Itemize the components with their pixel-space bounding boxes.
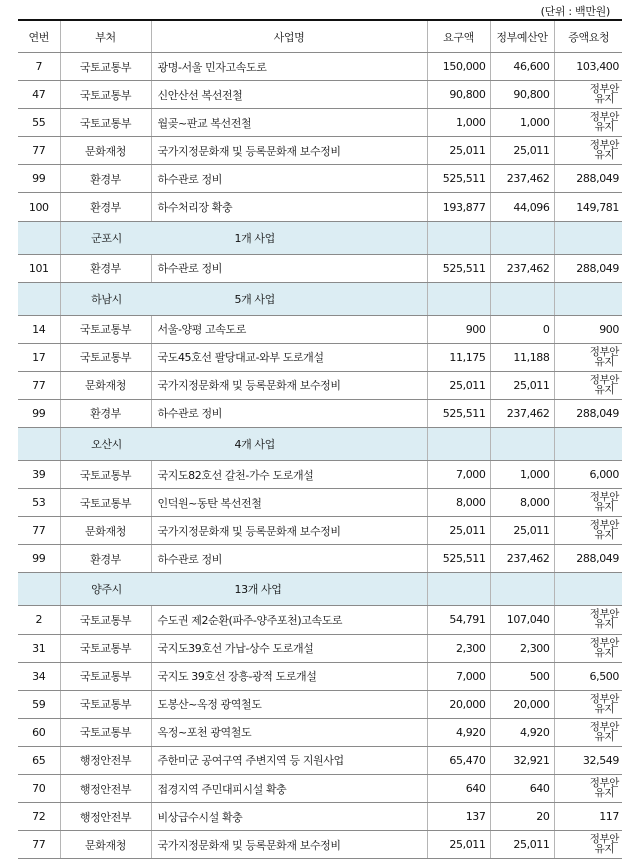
cell-increase: 288,049 <box>554 399 622 427</box>
cell-dept: 환경부 <box>60 399 151 427</box>
cell-budget: 25,011 <box>490 517 554 545</box>
section-spacer <box>18 221 60 254</box>
cell-project: 하수관로 정비 <box>151 399 427 427</box>
cell-no: 99 <box>18 545 60 573</box>
cell-request: 150,000 <box>427 53 490 81</box>
cell-dept: 문화재청 <box>60 517 151 545</box>
section-cell <box>60 428 427 461</box>
cell-increase <box>554 517 622 545</box>
cell-budget: 2,300 <box>490 634 554 662</box>
table-row <box>18 81 622 109</box>
cell-no: 99 <box>18 399 60 427</box>
increase-stacked: 정부안 유지 <box>589 139 619 162</box>
cell-budget: 11,188 <box>490 343 554 371</box>
table-row <box>18 517 622 545</box>
cell-dept: 환경부 <box>60 254 151 282</box>
cell-increase <box>554 371 622 399</box>
cell-no: 39 <box>18 461 60 489</box>
table-body <box>18 53 622 859</box>
section-empty <box>554 573 622 606</box>
cell-budget: 237,462 <box>490 165 554 193</box>
section-empty <box>490 221 554 254</box>
cell-budget: 32,921 <box>490 746 554 774</box>
increase-stacked: 정부안 유지 <box>589 692 619 715</box>
increase-stacked: 정부안 유지 <box>589 373 619 396</box>
cell-increase: 149,781 <box>554 193 622 221</box>
cell-project: 수도권 제2순환(파주-양주포천)고속도로 <box>151 606 427 634</box>
table-row <box>18 53 622 81</box>
section-cell <box>60 221 427 254</box>
cell-request: 25,011 <box>427 831 490 859</box>
cell-request: 90,800 <box>427 81 490 109</box>
cell-dept: 행정안전부 <box>60 746 151 774</box>
cell-no: 14 <box>18 315 60 343</box>
increase-stacked: 정부안 유지 <box>589 519 619 542</box>
cell-project: 비상급수시설 확충 <box>151 803 427 831</box>
cell-increase <box>554 634 622 662</box>
section-empty <box>554 221 622 254</box>
cell-request: 8,000 <box>427 489 490 517</box>
table-row <box>18 746 622 774</box>
table-row <box>18 634 622 662</box>
section-cell <box>60 573 427 606</box>
header-request: 요구액 <box>427 20 490 53</box>
cell-budget: 20,000 <box>490 690 554 718</box>
table-row <box>18 489 622 517</box>
cell-request: 25,011 <box>427 137 490 165</box>
cell-increase <box>554 774 622 802</box>
increase-stacked: 정부안 유지 <box>589 491 619 514</box>
cell-project: 하수관로 정비 <box>151 545 427 573</box>
cell-request: 11,175 <box>427 343 490 371</box>
cell-project: 옥정~포천 광역철도 <box>151 718 427 746</box>
table-header <box>18 20 622 53</box>
section-empty <box>427 221 490 254</box>
cell-no: 77 <box>18 371 60 399</box>
increase-stacked: 정부안 유지 <box>589 83 619 106</box>
section-region: 오산시 <box>91 438 122 452</box>
cell-increase: 103,400 <box>554 53 622 81</box>
increase-stacked: 정부안 유지 <box>589 777 619 800</box>
cell-request: 25,011 <box>427 371 490 399</box>
cell-no: 99 <box>18 165 60 193</box>
table-row <box>18 343 622 371</box>
section-empty <box>427 282 490 315</box>
section-count: 13개 사업 <box>234 583 282 597</box>
cell-dept: 국토교통부 <box>60 53 151 81</box>
cell-project: 국도45호선 팔당대교-와부 도로개설 <box>151 343 427 371</box>
increase-stacked: 정부안 유지 <box>589 111 619 134</box>
table-row <box>18 690 622 718</box>
section-empty <box>490 282 554 315</box>
cell-dept: 국토교통부 <box>60 606 151 634</box>
cell-increase: 288,049 <box>554 165 622 193</box>
cell-dept: 국토교통부 <box>60 315 151 343</box>
cell-no: 77 <box>18 517 60 545</box>
section-empty <box>427 573 490 606</box>
cell-request: 7,000 <box>427 461 490 489</box>
table-row <box>18 831 622 859</box>
section-empty <box>427 428 490 461</box>
cell-budget: 25,011 <box>490 831 554 859</box>
cell-increase <box>554 718 622 746</box>
cell-request: 2,300 <box>427 634 490 662</box>
cell-dept: 국토교통부 <box>60 109 151 137</box>
table-row <box>18 461 622 489</box>
cell-dept: 국토교통부 <box>60 690 151 718</box>
section-empty <box>554 282 622 315</box>
cell-dept: 행정안전부 <box>60 803 151 831</box>
cell-project: 월곶~판교 복선전철 <box>151 109 427 137</box>
cell-request: 525,511 <box>427 165 490 193</box>
section-empty <box>490 573 554 606</box>
cell-project: 하수관로 정비 <box>151 165 427 193</box>
cell-request: 1,000 <box>427 109 490 137</box>
cell-project: 하수관로 정비 <box>151 254 427 282</box>
section-count: 1개 사업 <box>234 231 275 245</box>
cell-project: 국가지정문화재 및 등록문화재 보수정비 <box>151 371 427 399</box>
table-row <box>18 315 622 343</box>
cell-no: 72 <box>18 803 60 831</box>
cell-project: 도봉산~옥정 광역철도 <box>151 690 427 718</box>
cell-budget: 25,011 <box>490 137 554 165</box>
cell-no: 34 <box>18 662 60 690</box>
budget-table <box>18 19 622 859</box>
section-region: 양주시 <box>91 583 122 597</box>
cell-dept: 국토교통부 <box>60 718 151 746</box>
table-row <box>18 165 622 193</box>
cell-increase <box>554 606 622 634</box>
table-row <box>18 371 622 399</box>
cell-dept: 환경부 <box>60 545 151 573</box>
cell-request: 4,920 <box>427 718 490 746</box>
cell-budget: 500 <box>490 662 554 690</box>
cell-request: 193,877 <box>427 193 490 221</box>
header-budget: 정부예산안 <box>490 20 554 53</box>
table-row <box>18 774 622 802</box>
cell-dept: 문화재청 <box>60 137 151 165</box>
cell-no: 77 <box>18 831 60 859</box>
section-cell <box>60 282 427 315</box>
cell-budget: 1,000 <box>490 109 554 137</box>
cell-increase <box>554 489 622 517</box>
cell-project: 국지도39호선 가납-상수 도로개설 <box>151 634 427 662</box>
cell-request: 7,000 <box>427 662 490 690</box>
header-increase: 증액요청 <box>554 20 622 53</box>
table-row <box>18 662 622 690</box>
increase-stacked: 정부안 유지 <box>589 636 619 659</box>
cell-request: 137 <box>427 803 490 831</box>
cell-budget: 90,800 <box>490 81 554 109</box>
cell-increase: 900 <box>554 315 622 343</box>
cell-no: 101 <box>18 254 60 282</box>
table-row <box>18 545 622 573</box>
cell-budget: 8,000 <box>490 489 554 517</box>
cell-no: 77 <box>18 137 60 165</box>
cell-budget: 46,600 <box>490 53 554 81</box>
cell-budget: 1,000 <box>490 461 554 489</box>
cell-dept: 국토교통부 <box>60 81 151 109</box>
increase-stacked: 정부안 유지 <box>589 833 619 856</box>
cell-budget: 237,462 <box>490 254 554 282</box>
cell-project: 서울-양평 고속도로 <box>151 315 427 343</box>
cell-increase <box>554 343 622 371</box>
cell-budget: 20 <box>490 803 554 831</box>
cell-request: 65,470 <box>427 746 490 774</box>
cell-increase: 6,500 <box>554 662 622 690</box>
cell-budget: 4,920 <box>490 718 554 746</box>
cell-dept: 국토교통부 <box>60 461 151 489</box>
section-row <box>18 428 622 461</box>
cell-no: 17 <box>18 343 60 371</box>
cell-increase: 288,049 <box>554 545 622 573</box>
table-row <box>18 606 622 634</box>
section-count: 5개 사업 <box>234 292 275 306</box>
section-empty <box>554 428 622 461</box>
cell-request: 640 <box>427 774 490 802</box>
cell-dept: 문화재청 <box>60 371 151 399</box>
section-spacer <box>18 573 60 606</box>
table-row <box>18 137 622 165</box>
cell-dept: 문화재청 <box>60 831 151 859</box>
cell-request: 25,011 <box>427 517 490 545</box>
cell-increase <box>554 831 622 859</box>
cell-no: 2 <box>18 606 60 634</box>
cell-dept: 환경부 <box>60 165 151 193</box>
cell-request: 525,511 <box>427 545 490 573</box>
cell-dept: 국토교통부 <box>60 343 151 371</box>
cell-increase <box>554 109 622 137</box>
cell-dept: 국토교통부 <box>60 489 151 517</box>
header-no: 연번 <box>18 20 60 53</box>
cell-increase: 117 <box>554 803 622 831</box>
cell-project: 접경지역 주민대피시설 확충 <box>151 774 427 802</box>
cell-dept: 국토교통부 <box>60 662 151 690</box>
table-row <box>18 803 622 831</box>
cell-budget: 0 <box>490 315 554 343</box>
cell-project: 신안산선 복선전철 <box>151 81 427 109</box>
table-row <box>18 109 622 137</box>
cell-no: 7 <box>18 53 60 81</box>
cell-request: 54,791 <box>427 606 490 634</box>
cell-project: 국지도 39호선 장흥-광적 도로개설 <box>151 662 427 690</box>
cell-no: 47 <box>18 81 60 109</box>
section-count: 4개 사업 <box>234 438 275 452</box>
cell-dept: 행정안전부 <box>60 774 151 802</box>
cell-no: 59 <box>18 690 60 718</box>
increase-stacked: 정부안 유지 <box>589 345 619 368</box>
section-row <box>18 221 622 254</box>
header-project: 사업명 <box>151 20 427 53</box>
cell-increase <box>554 137 622 165</box>
cell-project: 국가지정문화재 및 등록문화재 보수정비 <box>151 517 427 545</box>
increase-stacked: 정부안 유지 <box>589 720 619 743</box>
cell-no: 53 <box>18 489 60 517</box>
cell-project: 인덕원~동탄 복선전철 <box>151 489 427 517</box>
cell-budget: 107,040 <box>490 606 554 634</box>
cell-dept: 환경부 <box>60 193 151 221</box>
cell-budget: 640 <box>490 774 554 802</box>
table-row <box>18 254 622 282</box>
cell-increase: 6,000 <box>554 461 622 489</box>
cell-increase: 288,049 <box>554 254 622 282</box>
cell-increase <box>554 81 622 109</box>
cell-project: 국가지정문화재 및 등록문화재 보수정비 <box>151 831 427 859</box>
cell-no: 31 <box>18 634 60 662</box>
section-empty <box>490 428 554 461</box>
cell-budget: 237,462 <box>490 399 554 427</box>
cell-no: 65 <box>18 746 60 774</box>
table-row <box>18 399 622 427</box>
section-spacer <box>18 282 60 315</box>
cell-no: 100 <box>18 193 60 221</box>
cell-project: 하수처리장 확충 <box>151 193 427 221</box>
header-dept: 부처 <box>60 20 151 53</box>
cell-budget: 44,096 <box>490 193 554 221</box>
cell-project: 주한미군 공여구역 주변지역 등 지원사업 <box>151 746 427 774</box>
section-spacer <box>18 428 60 461</box>
cell-request: 900 <box>427 315 490 343</box>
cell-dept: 국토교통부 <box>60 634 151 662</box>
table-row <box>18 193 622 221</box>
section-row <box>18 282 622 315</box>
cell-budget: 25,011 <box>490 371 554 399</box>
cell-request: 525,511 <box>427 254 490 282</box>
section-row <box>18 573 622 606</box>
table-row <box>18 718 622 746</box>
cell-project: 국지도82호선 갈천-가수 도로개설 <box>151 461 427 489</box>
cell-project: 국가지정문화재 및 등록문화재 보수정비 <box>151 137 427 165</box>
cell-increase <box>554 690 622 718</box>
cell-request: 20,000 <box>427 690 490 718</box>
cell-no: 60 <box>18 718 60 746</box>
section-region: 군포시 <box>91 231 122 245</box>
unit-note: (단위 : 백만원) <box>540 5 610 18</box>
cell-no: 70 <box>18 774 60 802</box>
cell-request: 525,511 <box>427 399 490 427</box>
cell-increase: 32,549 <box>554 746 622 774</box>
cell-budget: 237,462 <box>490 545 554 573</box>
cell-project: 광명-서울 민자고속도로 <box>151 53 427 81</box>
section-region: 하남시 <box>91 292 122 306</box>
increase-stacked: 정부안 유지 <box>589 608 619 631</box>
cell-no: 55 <box>18 109 60 137</box>
